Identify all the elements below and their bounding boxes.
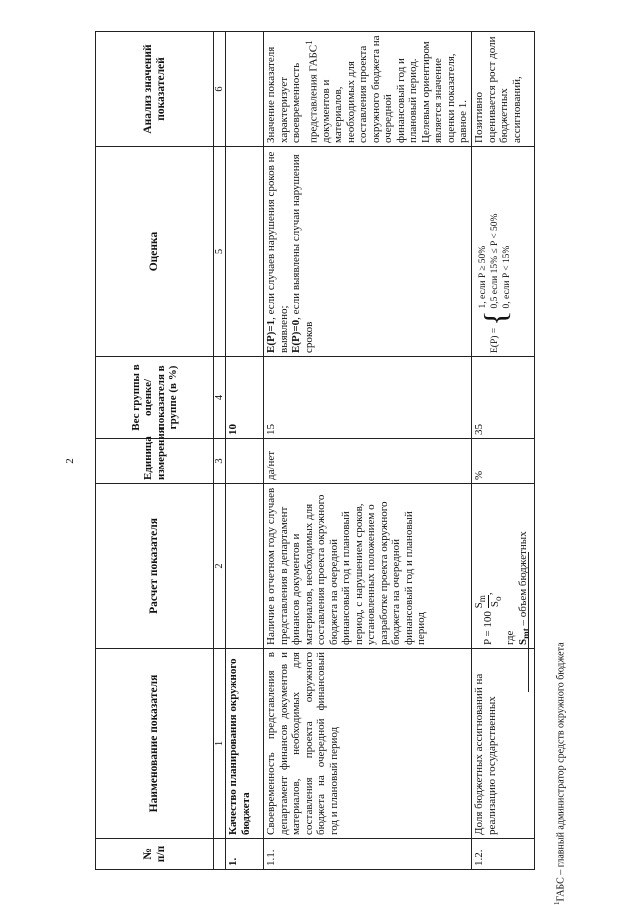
header-score: Оценка (96, 147, 214, 357)
col-num-2: 2 (214, 484, 226, 649)
section-unit (226, 439, 264, 484)
row2-piecewise (477, 150, 513, 353)
header-number: № п/п (96, 839, 214, 870)
formula-fraction (473, 595, 504, 608)
piecewise-cases (477, 214, 513, 309)
row2-analysis: Позитивно оценивается рост доли бюджетных ассигнований, (472, 32, 535, 147)
page-number: 2 (64, 458, 76, 464)
section-number: 1. (226, 839, 264, 870)
row1-score-2-value: E(P)=0 (290, 319, 302, 353)
row2-formula (473, 487, 504, 645)
row2-score (472, 147, 535, 357)
section-calc (226, 484, 264, 649)
row1-weight: 15 (264, 357, 472, 439)
row1-score-1-text: , если случаев нарушения сроков не выявлено; (265, 151, 290, 353)
smt-label: S (516, 638, 529, 645)
row1-analysis-footnote-ref: 1 (303, 40, 314, 45)
row1-unit: да/нет (264, 439, 472, 484)
row2-name: Доля бюджетных ассигнований на реализацию государственных (472, 649, 535, 839)
row1-analysis-text-1: Значение показателя характеризует своевременность представления ГАБС (265, 44, 320, 143)
header-name: Наименование показателя (96, 649, 214, 839)
rotated-page (95, 32, 532, 870)
section-analysis (226, 32, 264, 147)
row1-score-2-text: , если выявлены случаи нарушения сроков (290, 154, 315, 353)
row1-name: Своевременность представления в департамент финансов документов и материалов, необходимых для составления проекта окружного бюджета на очередной финансовый год и плановый период (264, 649, 472, 839)
section-weight: 10 (226, 357, 264, 439)
row1-score (264, 147, 472, 357)
header-row (96, 32, 214, 870)
footnote-marker: 1 (553, 901, 561, 905)
row2-weight: 35 (472, 357, 535, 439)
footnote-text: ГАБС – главный администратор средств окружного бюджета (555, 642, 567, 902)
formula-denominator (488, 595, 504, 608)
section-name: Качество планирования окружного бюджета (226, 649, 264, 839)
brace-icon: { (477, 310, 513, 326)
footnote (553, 605, 566, 905)
row1-score-1-value: E(P)=1 (265, 319, 277, 353)
formula-tail: , (482, 592, 495, 596)
formula-den-sub: o (493, 596, 504, 601)
section-score (226, 147, 264, 357)
footnote-divider (528, 552, 529, 692)
formula-lhs: P = 100 (482, 611, 495, 645)
smt-text: – объем бюджетных (516, 531, 529, 629)
col-num-3: 3 (214, 439, 226, 484)
header-unit: Единица измерения (96, 439, 214, 484)
formula-numerator (473, 595, 488, 608)
piecewise-lhs: E(P) = (489, 327, 500, 353)
column-number-row (214, 32, 226, 870)
formula-den-s: S (489, 600, 502, 608)
formula-num-s: S (473, 602, 485, 609)
section-row (226, 32, 264, 870)
formula-num-sub: m (477, 595, 488, 603)
formula-smt (517, 487, 533, 645)
col-num-blank (214, 839, 226, 870)
col-num-6: 6 (214, 32, 226, 147)
indicators-table (95, 31, 535, 870)
row2-calc (472, 484, 535, 649)
col-num-4: 4 (214, 357, 226, 439)
piecewise-case-3: 0, если P < 15% (502, 245, 512, 309)
row1-number: 1.1. (264, 839, 472, 870)
table-row (472, 32, 535, 870)
formula-where: где (504, 630, 517, 645)
table-row (264, 32, 472, 870)
row2-number: 1.2. (472, 839, 535, 870)
row1-calc: Наличие в отчетном году случаев представления в департамент финансов документов и материалов, необходимых для составления проекта окружного бюджета на очередной финансовый год и плановый период, с нарушением сроков, установленных положением о разработке проекта окружного бюджета на очередной финансовый год и плановый период (264, 484, 472, 649)
header-weight: Вес группы в оценке/ показателя в группе (в %) (96, 357, 214, 439)
piecewise-case-1: 1, если P ≥ 50% (478, 245, 488, 309)
header-calc: Расчет показателя (96, 484, 214, 649)
smt-sub: mt (521, 628, 532, 639)
col-num-5: 5 (214, 147, 226, 357)
row1-analysis (264, 32, 472, 147)
header-analysis: Анализ значений показателей (96, 32, 214, 147)
col-num-1: 1 (214, 649, 226, 839)
row1-analysis-text-2: документов и материалов, необходимых для составления проекта окружного бюджета на очередной финансовый год и плановый период. Целевым ориентиром является значение оценки показателя, равное 1. (319, 35, 470, 143)
piecewise-case-2: 0,5 если 15% ≤ P < 50% (490, 213, 500, 309)
row2-unit: % (472, 439, 535, 484)
